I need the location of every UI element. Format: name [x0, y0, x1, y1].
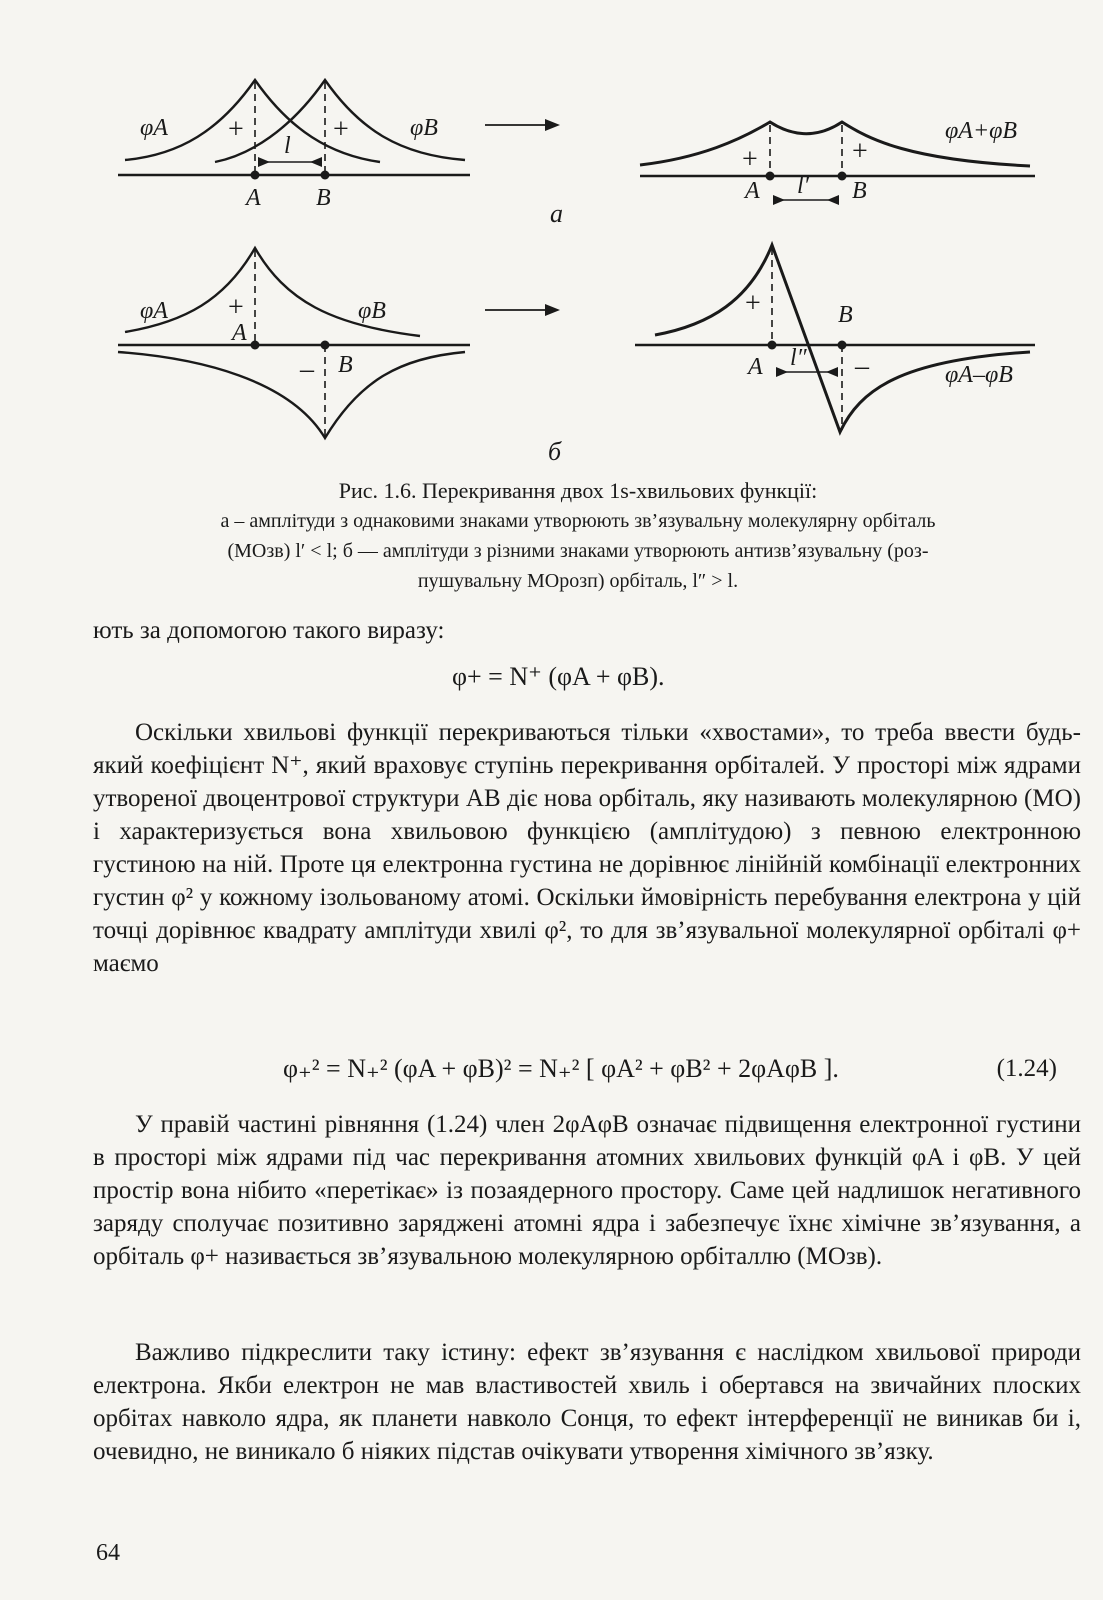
orbital-overlap-figure	[0, 0, 1103, 470]
label-b-right: B	[852, 178, 867, 204]
equation-2: φ₊² = N₊² (φA + φB)² = N₊² [ φA² + φB² + 2φAφB ].	[283, 1054, 839, 1083]
label-l: l	[284, 133, 291, 159]
panel-letter-b: б	[548, 437, 562, 466]
label-plus-r1: +	[742, 144, 758, 175]
label-l-double: l″	[790, 345, 807, 371]
label-plus-b: +	[228, 292, 244, 323]
figure-caption	[108, 476, 1048, 596]
label-minus-b: –	[300, 354, 314, 385]
curve-phi-b-neg	[118, 352, 465, 438]
equation-2-number: (1.24)	[996, 1055, 1057, 1082]
label-phi-a: φA	[140, 115, 168, 141]
equation-1: φ+ = N⁺ (φA + φB).	[452, 662, 665, 691]
label-b-br: B	[838, 302, 853, 328]
caption-title: Рис. 1.6. Перекривання двох 1s-хвильових функції:	[338, 478, 818, 503]
label-plus-br: +	[745, 288, 761, 319]
label-l-prime: l′	[797, 173, 809, 199]
label-a-nucleus: A	[246, 185, 261, 211]
label-phi-b: φB	[410, 115, 438, 141]
label-plus-a1: +	[228, 114, 244, 145]
panel-letter-a: а	[550, 199, 563, 228]
label-minus-br: –	[855, 351, 869, 382]
label-phi-a-b: φA	[140, 298, 168, 324]
page-number: 64	[96, 1540, 120, 1566]
paragraph-3	[93, 1336, 1081, 1468]
caption-line-3: пушувальну МОрозп) орбіталь, l″ > l.	[417, 570, 739, 592]
label-b-nucleus: B	[316, 185, 331, 211]
label-plus-a2: +	[333, 114, 349, 145]
label-phi-b-b: φB	[358, 298, 386, 324]
caption-line-1: а – амплітуди з однаковими знаками утворюють зв’язувальну молекулярну орбіталь	[220, 510, 936, 532]
paragraph-2	[93, 1108, 1081, 1273]
paragraph-2-text: У правій частині рівняння (1.24) член 2φAφB означає підвищення електронної густини в просторі між ядрами під час перекривання атомних хвильових функцій φA і φB. У цей простір вона нібито «перетікає» із позаядерного простору. Саме цей надлишок негативного заряду сполучає позитивно заряджені атомні ядра і забезпечує їхнє хімічне зв’язування, а орбіталь φ+ називається зв’язувальною молекулярною орбіталлю (МОзв).	[93, 1111, 1081, 1270]
label-a-br: A	[748, 354, 763, 380]
label-diff: φA–φB	[945, 362, 1013, 388]
intro-line: ють за допомогою такого виразу:	[93, 617, 445, 644]
label-plus-r2: +	[852, 136, 868, 167]
label-sum: φA+φB	[945, 118, 1018, 144]
caption-line-2: (МОзв) l′ < l; б — амплітуди з різними знаками утворюють антизв’язувальну (роз-	[227, 540, 929, 562]
equation-2-row	[93, 1052, 1081, 1092]
label-a-b: A	[232, 320, 247, 346]
paragraph-3-text: Важливо підкреслити таку істину: ефект зв’язування є наслідком хвильової природи електрона. Якби електрон не мав властивостей хвиль і обертався на звичайних плоских орбітах навколо ядра, як планети навколо Сонця, то ефект інтерференції не виникав би і, очевидно, не виникало б ніяких підстав очікувати утворення хімічного зв’язку.	[93, 1339, 1081, 1465]
curve-diff	[655, 245, 1030, 432]
paragraph-1	[93, 716, 1081, 980]
label-a-right: A	[745, 178, 760, 204]
label-b-b: B	[338, 352, 353, 378]
paragraph-1-text: Оскільки хвильові функції перекриваються тільки «хвостами», то треба ввести будь-який коефіцієнт N⁺, який враховує ступінь перекривання орбіталей. У просторі між ядрами утвореної двоцентрової структури AB діє нова орбіталь, яку називають молекулярною (МО) і характеризується вона хвильовою функцією (амплітудою) з певною електронною густиною на ній. Проте ця електронна густина не дорівнює лінійній комбінації електронних густин φ² у кожному ізольованому атомі. Оскільки ймовірність перебування електрона у цій точці дорівнює квадрату амплітуди хвилі φ², то для зв’язувальної молекулярної орбіталі φ+ маємо	[93, 719, 1081, 977]
